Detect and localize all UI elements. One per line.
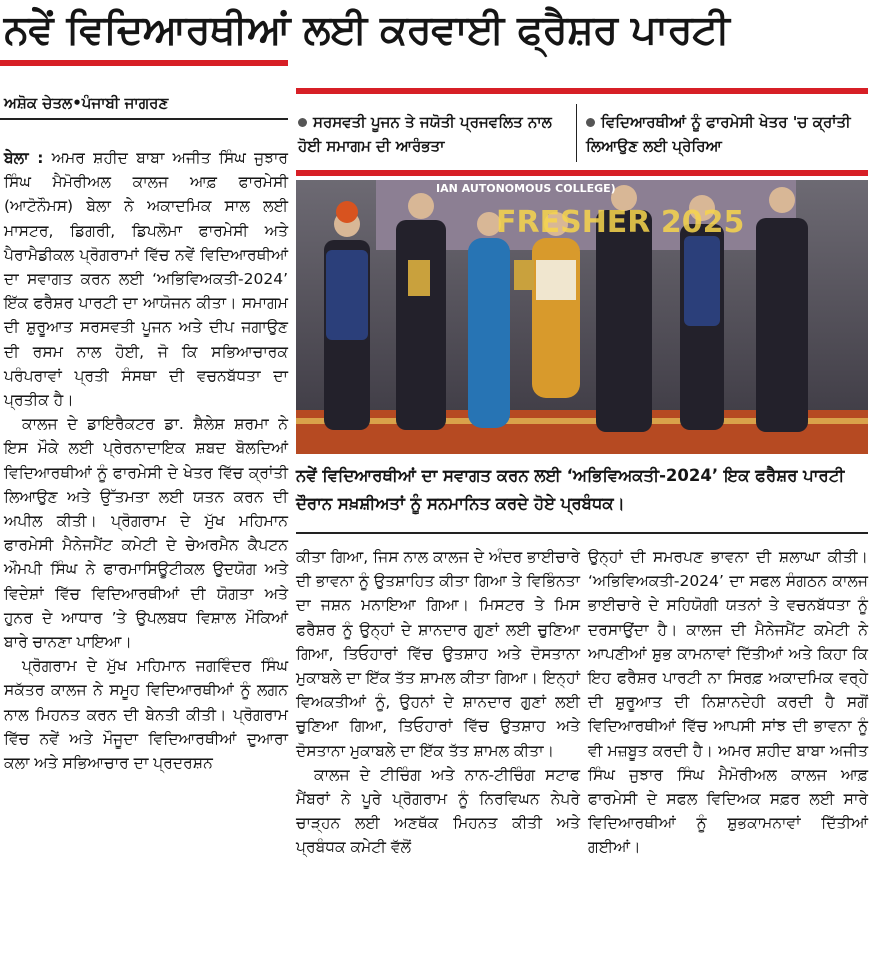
banner-text: IAN AUTONOMOUS COLLEGE) bbox=[436, 182, 616, 195]
headline-rule-left bbox=[0, 60, 288, 66]
event-photo bbox=[296, 180, 868, 454]
paragraph: ਪ੍ਰੋਗਰਾਮ ਦੇ ਮੁੱਖ ਮਹਿਮਾਨ ਜਗਵਿੰਦਰ ਸਿੰਘ ਸਕੱਤਰ ਕਾਲਜ ਨੇ ਸਮੂਹ ਵਿਦਿਆਰਥੀਆਂ ਨੂੰ ਲਗਨ ਨਾਲ ਮਿਹਨਤ ਕਰਨ ਦੀ ਬੇਨਤੀ ਕੀਤੀ। ਪ੍ਰੋਗਰਾਮ ਵਿੱਚ ਨਵੇਂ ਅਤੇ ਮੌਜੂਦਾ ਵਿਦਿਆਰਥੀਆਂ ਦੁਆਰਾ ਕਲਾ ਅਤੇ ਸਭਿਆਚਾਰ ਦਾ ਪ੍ਰਦਰਸ਼ਨ bbox=[4, 657, 288, 773]
highlights-rule-top bbox=[296, 88, 868, 94]
article-column-3 bbox=[588, 545, 868, 860]
highlights-rule-bottom bbox=[296, 170, 868, 176]
highlight-box-2 bbox=[586, 110, 868, 158]
highlight-box-1 bbox=[298, 110, 570, 158]
paragraph bbox=[4, 146, 288, 412]
dateline: ਬੇਲਾ : bbox=[4, 149, 44, 167]
paragraph: ਕਾਲਜ ਦੇ ਡਾਇਰੈਕਟਰ ਡਾ. ਸ਼ੈਲੇਸ਼ ਸ਼ਰਮਾ ਨੇ ਇਸ ਮੌਕੇ ਲਈ ਪ੍ਰੇਰਨਾਦਾਇਕ ਸ਼ਬਦ ਬੋਲਦਿਆਂ ਵਿਦਿਆਰਥੀਆਂ ਨੂੰ ਫਾਰਮੇਸੀ ਦੇ ਖੇਤਰ ਵਿੱਚ ਕ੍ਰਾਂਤੀ ਲਿਆਉਣ ਅਤੇ ਉੱਤਮਤਾ ਲਈ ਯਤਨ ਕਰਨ ਦੀ ਅਪੀਲ ਕੀਤੀ। ਪ੍ਰੋਗਰਾਮ ਦੇ ਮੁੱਖ ਮਹਿਮਾਨ ਫਾਰਮੇਸੀ ਮੈਨੇਜਮੈਂਟ ਕਮੇਟੀ ਦੇ ਚੇਅਰਮੈਨ ਕੈਪਟਨ ਔਮਪੀ ਸਿੰਘ ਨੇ ਫਾਰਮਾਸਿਊਟੀਕਲ ਉਦਯੋਗ ਅਤੇ ਵਿਦੇਸ਼ਾਂ ਵਿੱਚ ਵਿਦਿਆਰਥੀਆਂ ਦੀ ਯੋਗਤਾ ਅਤੇ ਹੁਨਰ ਦੇ ਆਧਾਰ ’ਤੇ ਉਪਲਬਧ ਵਿਸ਼ਾਲ ਮੌਕਿਆਂ ਬਾਰੇ ਚਾਨਣਾ ਪਾਇਆ। bbox=[4, 415, 288, 652]
byline: ਅਸ਼ੋਕ ਚੇਤਲ•ਪੰਜਾਬੀ ਜਾਗਰਣ bbox=[4, 94, 169, 112]
highlight-text-1: ਸਰਸਵਤੀ ਪੂਜਨ ਤੇ ਜਯੋਤੀ ਪ੍ਰਜਵਲਿਤ ਨਾਲ ਹੋਈ ਸਮਾਗਮ ਦੀ ਆਰੰਭਤਾ bbox=[298, 113, 552, 155]
article-column-1 bbox=[4, 146, 288, 775]
photo-caption: ਨਵੇਂ ਵਿਦਿਆਰਥੀਆਂ ਦਾ ਸਵਾਗਤ ਕਰਨ ਲਈ ‘ਅਭਿਵਿਅਕਤੀ-2024’ ਇਕ ਫਰੈਸ਼ਰ ਪਾਰਟੀ ਦੌਰਾਨ ਸਖ਼ਸ਼ੀਅਤਾਂ ਨੂੰ ਸਨਮਾਨਿਤ ਕਰਦੇ ਹੋਏ ਪ੍ਰਬੰਧਕ। bbox=[296, 466, 845, 513]
highlights-divider bbox=[576, 104, 577, 162]
paragraph: ਕੀਤਾ ਗਿਆ, ਜਿਸ ਨਾਲ ਕਾਲਜ ਦੇ ਅੰਦਰ ਭਾਈਚਾਰੇ ਦੀ ਭਾਵਨਾ ਨੂੰ ਉਤਸ਼ਾਹਿਤ ਕੀਤਾ ਗਿਆ ਤੇ ਵਿਭਿੰਨਤਾ ਦਾ ਜਸ਼ਨ ਮਨਾਇਆ ਗਿਆ। ਮਿਸਟਰ ਤੇ ਮਿਸ ਫਰੈਸ਼ਰ ਨੂੰ ਉਨ੍ਹਾਂ ਦੇ ਸ਼ਾਨਦਾਰ ਗੁਣਾਂ ਲਈ ਚੁਣਿਆ ਗਿਆ, ਤਿਓਹਾਰਾਂ ਵਿੱਚ ਉਤਸ਼ਾਹ ਅਤੇ ਦੋਸਤਾਨਾ ਮੁਕਾਬਲੇ ਦਾ ਇੱਕ ਤੱਤ ਸ਼ਾਮਲ ਕੀਤਾ ਗਿਆ। ਇਨ੍ਹਾਂ ਵਿਅਕਤੀਆਂ ਨੂੰ, ਉਹਨਾਂ ਦੇ ਸ਼ਾਨਦਾਰ ਗੁਣਾਂ ਲਈ ਚੁਣਿਆ ਗਿਆ, ਤਿਓਹਾਰਾਂ ਵਿੱਚ ਉਤਸ਼ਾਹ ਅਤੇ ਦੋਸਤਾਨਾ ਮੁਕਾਬਲੇ ਦਾ ਇੱਕ ਤੱਤ ਸ਼ਾਮਲ ਕੀਤਾ। bbox=[296, 548, 580, 760]
byline-rule bbox=[0, 118, 288, 120]
headline: ਨਵੇਂ ਵਿਦਿਆਰਥੀਆਂ ਲਈ ਕਰਵਾਈ ਫ੍ਰੈਸ਼ਰ ਪਾਰਟੀ bbox=[4, 7, 730, 53]
paragraph-text: ਅਮਰ ਸ਼ਹੀਦ ਬਾਬਾ ਅਜੀਤ ਸਿੰਘ ਜੁਝਾਰ ਸਿੰਘ ਮੈਮੋਰੀਅਲ ਕਾਲਜ ਆਫ਼ ਫਾਰਮੇਸੀ (ਆਟੋਨੌਮਸ) ਬੇਲਾ ਨੇ ਅਕਾਦਮਿਕ ਸਾਲ ਲਈ ਮਾਸਟਰ, ਡਿਗਰੀ, ਡਿਪਲੋਮਾ ਫਾਰਮੇਸੀ ਅਤੇ ਪੈਰਾਮੈਡੀਕਲ ਪ੍ਰੋਗਰਾਮਾਂ ਵਿੱਚ ਨਵੇਂ ਵਿਦਿਆਰਥੀਆਂ ਦਾ ਸਵਾਗਤ ਕਰਨ ਲਈ ‘ਅਭਿਵਿਅਕਤੀ-2024’ ਇੱਕ ਫਰੈਸ਼ਰ ਪਾਰਟੀ ਦਾ ਆਯੋਜਨ ਕੀਤਾ। ਸਮਾਗਮ ਦੀ ਸ਼ੁਰੂਆਤ ਸਰਸਵਤੀ ਪੂਜਨ ਅਤੇ ਦੀਪ ਜਗਾਉਣ ਦੀ ਰਸਮ ਨਾਲ ਹੋਈ, ਜੋ ਕਿ ਸਭਿਆਚਾਰਕ ਪਰੰਪਰਾਵਾਂ ਪ੍ਰਤੀ ਸੰਸਥਾ ਦੀ ਵਚਨਬੱਧਤਾ ਦਾ ਪ੍ਰਤੀਕ ਹੈ। bbox=[4, 149, 288, 410]
article-column-2 bbox=[296, 545, 580, 860]
paragraph: ਉਨ੍ਹਾਂ ਦੀ ਸਮਰਪਣ ਭਾਵਨਾ ਦੀ ਸ਼ਲਾਘਾ ਕੀਤੀ। ‘ਅਭਿਵਿਅਕਤੀ-2024’ ਦਾ ਸਫਲ ਸੰਗਠਨ ਕਾਲਜ ਭਾਈਚਾਰੇ ਦੇ ਸਹਿਯੋਗੀ ਯਤਨਾਂ ਤੇ ਵਚਨਬੱਧਤਾ ਨੂੰ ਦਰਸਾਉਂਦਾ ਹੈ। ਕਾਲਜ ਦੀ ਮੈਨੇਜਮੈਂਟ ਕਮੇਟੀ ਨੇ ਆਪਣੀਆਂ ਸ਼ੁਭ ਕਾਮਨਾਵਾਂ ਦਿੱਤੀਆਂ ਅਤੇ ਕਿਹਾ ਕਿ ਇਹ ਫਰੈਸ਼ਰ ਪਾਰਟੀ ਨਾ ਸਿਰਫ਼ ਅਕਾਦਮਿਕ ਵਰ੍ਹੇ ਦੀ ਸ਼ੁਰੂਆਤ ਦੀ ਨਿਸ਼ਾਨਦੇਹੀ ਕਰਦੀ ਹੈ ਸਗੋਂ ਵਿਦਿਆਰਥੀਆਂ ਵਿੱਚ ਆਪਸੀ ਸਾਂਝ ਦੀ ਭਾਵਨਾ ਨੂੰ ਵੀ ਮਜ਼ਬੂਤ ਕਰਦੀ ਹੈ। ਅਮਰ ਸ਼ਹੀਦ ਬਾਬਾ ਅਜੀਤ ਸਿੰਘ ਜੁਝਾਰ ਸਿੰਘ ਮੈਮੋਰੀਅਲ ਕਾਲਜ ਆਫ਼ ਫਾਰਮੇਸੀ ਦੇ ਸਫਲ ਵਿਦਿਅਕ ਸਫ਼ਰ ਲਈ ਸਾਰੇ ਵਿਦਿਆਰਥੀਆਂ ਨੂੰ ਸ਼ੁਭਕਾਮਨਾਵਾਂ ਦਿੱਤੀਆਂ ਗਈਆਂ। bbox=[588, 548, 868, 857]
bullet-icon bbox=[298, 118, 307, 127]
event-banner-text: FRESHER 2025 bbox=[496, 205, 745, 240]
caption-rule bbox=[296, 532, 868, 534]
highlight-text-2: ਵਿਦਿਆਰਥੀਆਂ ਨੂੰ ਫਾਰਮੇਸੀ ਖੇਤਰ 'ਚ ਕ੍ਰਾਂਤੀ ਲਿਆਉਣ ਲਈ ਪ੍ਰੇਰਿਆ bbox=[586, 113, 851, 155]
bullet-icon bbox=[586, 118, 595, 127]
paragraph: ਕਾਲਜ ਦੇ ਟੀਚਿੰਗ ਅਤੇ ਨਾਨ-ਟੀਚਿੰਗ ਸਟਾਫ ਮੈਂਬਰਾਂ ਨੇ ਪੂਰੇ ਪ੍ਰੋਗਰਾਮ ਨੂੰ ਨਿਰਵਿਘਨ ਨੇਪਰੇ ਚਾੜ੍ਹਨ ਲਈ ਅਣਥੱਕ ਮਿਹਨਤ ਕੀਤੀ ਅਤੇ ਪ੍ਰਬੰਧਕ ਕਮੇਟੀ ਵੱਲੋਂ bbox=[296, 765, 580, 857]
